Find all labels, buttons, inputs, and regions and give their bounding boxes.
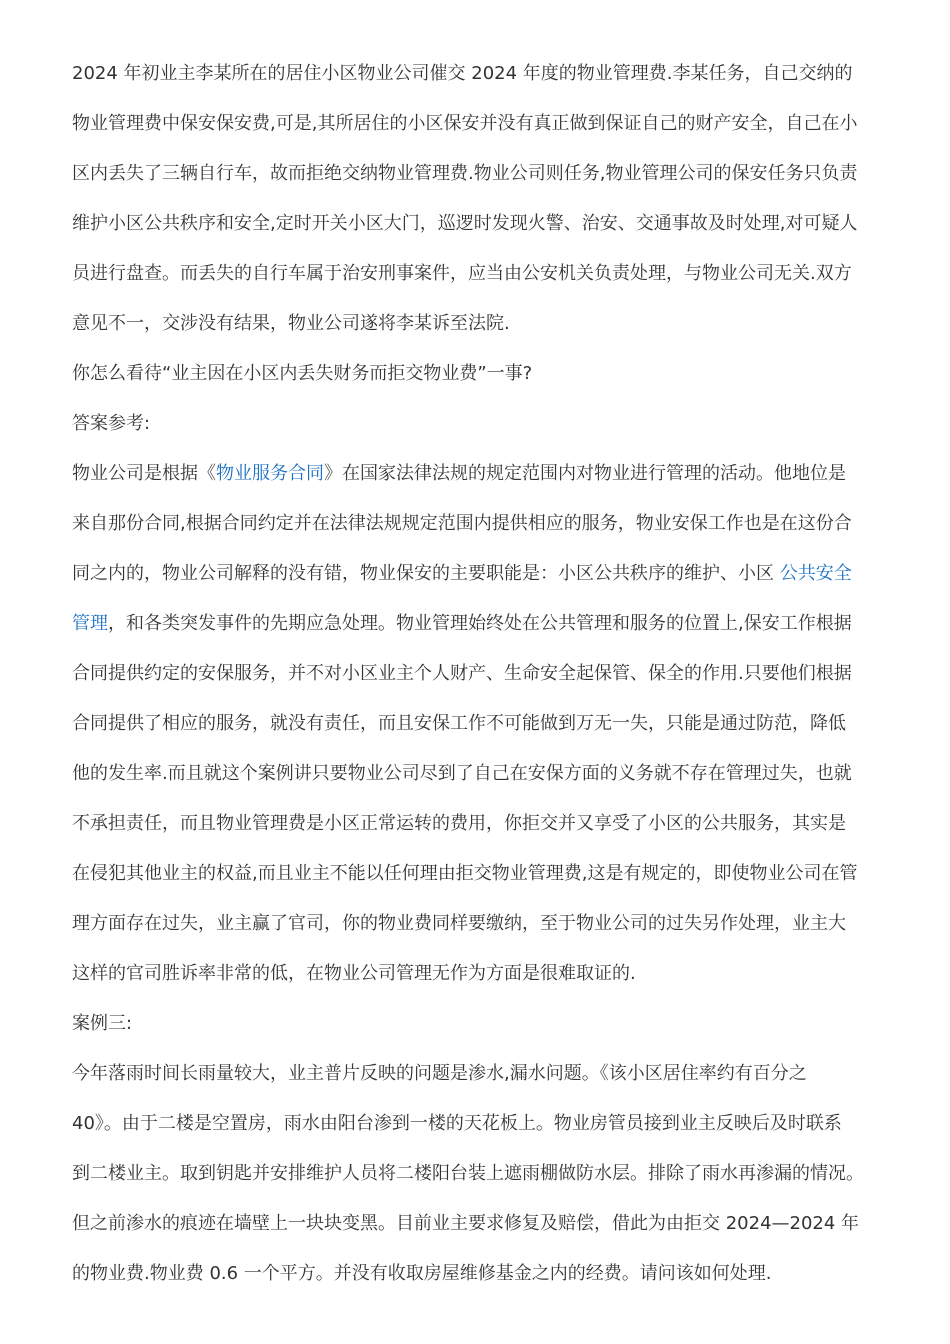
case-two-line: 2024 年初业主李某所在的居住小区物业公司催交 2024 年度的物业管理费.李某任务，自己交纳的: [72, 63, 853, 84]
case-two-line: 员进行盘查。而丢失的自行车属于治安刑事案件，应当由公安机关负责处理，与物业公司无关.双方: [72, 263, 852, 284]
answer-text: ，和各类突发事件的先期应急处理。物业管理始终处在公共管理和服务的位置上,保安工作根据: [108, 613, 852, 634]
answer-text: 物业公司是根据《: [72, 463, 216, 484]
answer-line: 不承担责任，而且物业管理费是小区正常运转的费用，你拒交并又享受了小区的公共服务，其实是: [72, 813, 846, 834]
answer-line: 来自那份合同,根据合同约定并在法律法规规定范围内提供相应的服务，物业安保工作也是在这份合: [72, 513, 852, 534]
case-three-line: 40》。由于二楼是空置房，雨水由阳台渗到一楼的天花板上。物业房管员接到业主反映后及时联系: [72, 1113, 842, 1134]
case-three-line: 到二楼业主。取到钥匙并安排维护人员将二楼阳台装上遮雨棚做防水层。排除了雨水再渗漏的情况。: [72, 1163, 864, 1184]
document-page: [72, 52, 908, 1302]
answer-line: 合同提供了相应的服务，就没有责任，而且安保工作不可能做到万无一失，只能是通过防范，降低: [72, 713, 846, 734]
public-safety-management-link[interactable]: 管理: [72, 613, 108, 634]
case-three-heading: 案例三:: [72, 1013, 133, 1034]
case-three-line: 今年落雨时间长雨量较大，业主普片反映的问题是渗水,漏水问题。《该小区居住率约有百分之: [72, 1063, 807, 1084]
property-service-contract-link[interactable]: 物业服务合同: [216, 463, 324, 484]
answer-line: 他的发生率.而且就这个案例讲只要物业公司尽到了自己在安保方面的义务就不存在管理过失，也就: [72, 763, 852, 784]
case-two-line: 物业管理费中保安保安费,可是,其所居住的小区保安并没有真正做到保证自己的财产安全，自己在小: [72, 113, 858, 134]
case-three-line: 的物业费.物业费 0.6 一个平方。并没有收取房屋维修基金之内的经费。请问该如何处理.: [72, 1263, 772, 1284]
answer-line: 理方面存在过失，业主赢了官司，你的物业费同样要缴纳，至于物业公司的过失另作处理，业主大: [72, 913, 846, 934]
answer-line: 这样的官司胜诉率非常的低，在物业公司管理无作为方面是很难取证的.: [72, 963, 636, 984]
case-three-line: 但之前渗水的痕迹在墙壁上一块块变黑。目前业主要求修复及赔偿，借此为由拒交 2024—2024 年: [72, 1213, 860, 1234]
answer-line: [72, 602, 908, 652]
answer-text: 同之内的，物业公司解释的没有错，物业保安的主要职能是：小区公共秩序的维护、小区: [72, 563, 780, 584]
answer-line: [72, 552, 908, 602]
question: 你怎么看待“业主因在小区内丢失财务而拒交物业费”一事?: [72, 363, 533, 384]
answer-line: 合同提供约定的安保服务，并不对小区业主个人财产、生命安全起保管、保全的作用.只要他们根据: [72, 663, 852, 684]
case-two-line: 意见不一，交涉没有结果，物业公司遂将李某诉至法院.: [72, 313, 510, 334]
answer-label: 答案参考:: [72, 413, 151, 434]
case-two-line: 维护小区公共秩序和安全,定时开关小区大门，巡逻时发现火警、治安、交通事故及时处理,对可疑人: [72, 213, 858, 234]
answer-text: 》在国家法律法规的规定范围内对物业进行管理的活动。他地位是: [324, 463, 846, 484]
public-safety-management-link[interactable]: 公共安全: [779, 563, 852, 584]
answer-line: 在侵犯其他业主的权益,而且业主不能以任何理由拒交物业管理费,这是有规定的，即使物业公司在管: [72, 863, 858, 884]
case-two-line: 区内丢失了三辆自行车，故而拒绝交纳物业管理费.物业公司则任务,物业管理公司的保安任务只负责: [72, 163, 858, 184]
answer-line: [72, 452, 908, 502]
